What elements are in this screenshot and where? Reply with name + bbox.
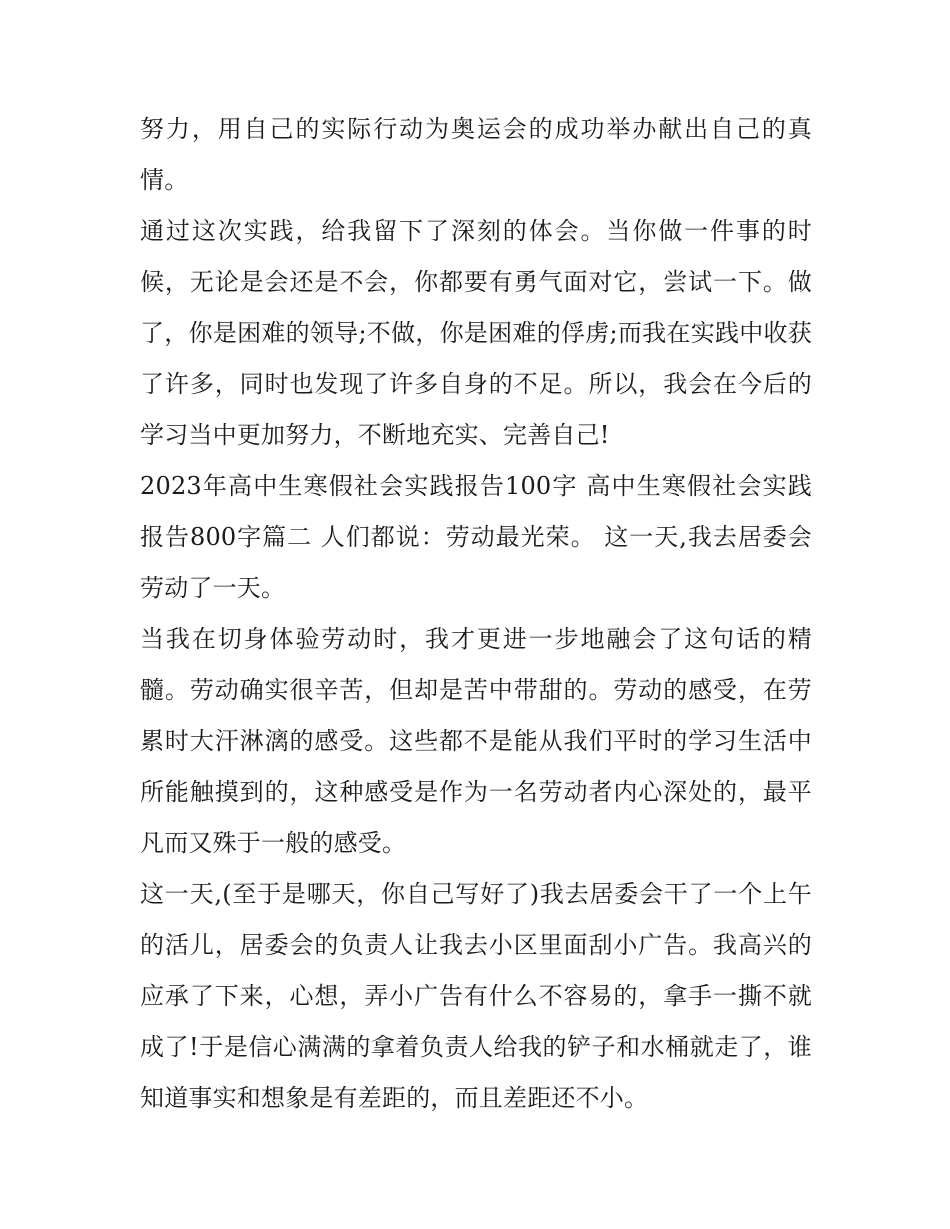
paragraph-report-title-labor: 2023年高中生寒假社会实践报告100字 高中生寒假社会实践报告800字篇二 人们都说：劳动最光荣。 这一天,我去居委会劳动了一天。 — [140, 472, 812, 602]
paragraph-practice-reflection: 通过这次实践，给我留下了深刻的体会。当你做一件事的时候，无论是会还是不会，你都要有勇气面对它，尝试一下。做了，你是困难的领导;不做，你是困难的俘虏;而我在实践中收获了许多，同时也发现了许多自身的不足。所以，我会在今后的学习当中更加努力，不断地充实、完善自己! — [140, 217, 812, 449]
paragraph-labor-experience: 当我在切身体验劳动时，我才更进一步地融会了这句话的精髓。劳动确实很辛苦，但却是苦中带甜的。劳动的感受，在劳累时大汗淋漓的感受。这些都不是能从我们平时的学习生活中所能触摸到的，这种感受是作为一名劳动者内心深处的，最平凡而又殊于一般的感受。 — [140, 625, 812, 857]
paragraph-olympics-effort: 努力，用自己的实际行动为奥运会的成功举办献出自己的真情。 — [140, 115, 812, 194]
paragraph-neighborhood-work: 这一天,(至于是哪天，你自己写好了)我去居委会干了一个上午的活儿，居委会的负责人让我去小区里面刮小广告。我高兴的应承了下来，心想，弄小广告有什么不容易的，拿手一撕不就成了!于是信心满满的拿着负责人给我的铲子和水桶就走了，谁知道事实和想象是有差距的，而且差距还不小。 — [140, 880, 812, 1112]
document-body — [140, 104, 812, 1124]
